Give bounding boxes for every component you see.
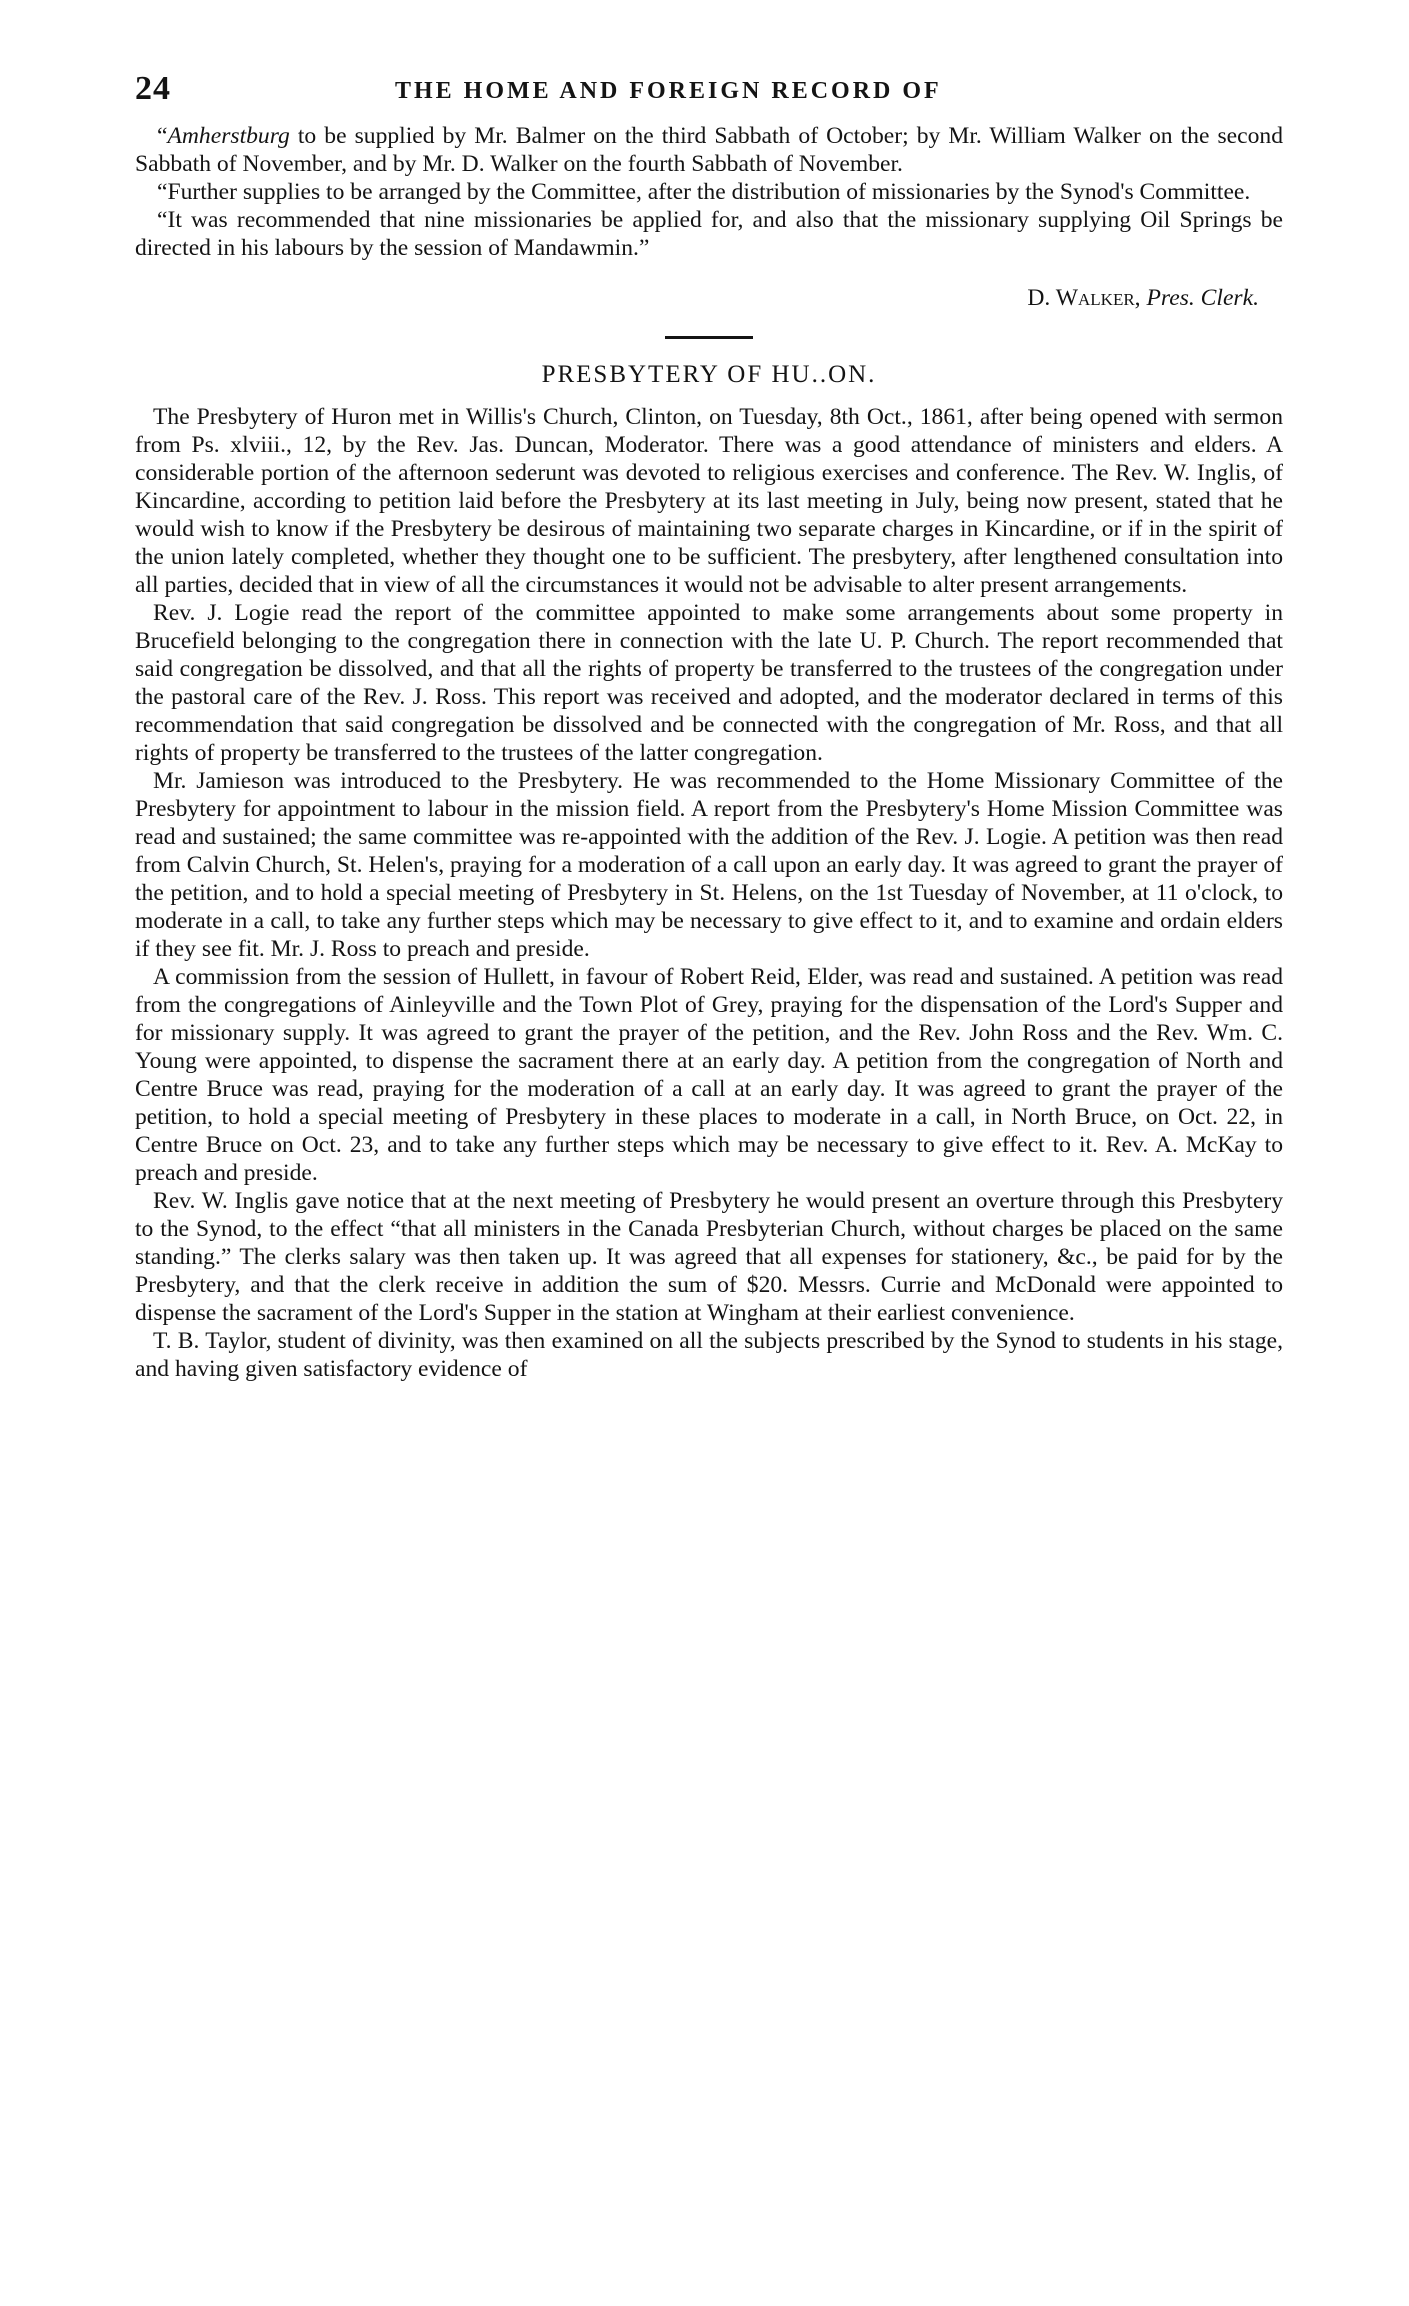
section-heading: PRESBYTERY OF HU..ON. bbox=[541, 361, 877, 388]
body-paragraph: The Presbytery of Huron met in Willis's Church, Clinton, on Tuesday, 8th Oct., 1861, after being opened with sermon from Ps. xlviii., 12, by the Rev. Jas. Duncan, Moderator. There was a good attendance of ministers and elders. A considerable portion of the afternoon sederunt was devoted to religious exercises and conference. The Rev. W. Inglis, of Kincardine, according to petition laid before the Presbytery at its last meeting in July, being now present, stated that he would wish to know if the Presbytery be desirous of maintaining two separate charges in Kincardine, or if in the spirit of the union lately completed, whether they thought one to be sufficient. The presbytery, after lengthened consultation into all parties, decided that in view of all the circumstances it would not be advisable to alter present arrangements. bbox=[135, 404, 1283, 598]
signature-name: D. Walker, bbox=[1027, 285, 1141, 311]
journal-title: THE HOME AND FOREIGN RECORD OF bbox=[395, 78, 942, 104]
section-body bbox=[135, 403, 1283, 1383]
section-divider bbox=[665, 336, 753, 339]
signature-title: Pres. Clerk. bbox=[1146, 285, 1259, 311]
body-paragraph: Rev. J. Logie read the report of the committee appointed to make some arrangements about some property in Brucefield belonging to the congregation there in connection with the late U. P. Church. The report recommended that said congregation be dissolved, and that all the rights of property be transferred to the trustees of the congregation under the pastoral care of the Rev. J. Ross. This report was received and adopted, and the moderator declared in terms of this recommendation that said congregation be dissolved and be connected with the congregation of Mr. Ross, and that all rights of property be transferred to the trustees of the latter congregation. bbox=[135, 600, 1283, 766]
signature bbox=[135, 284, 1259, 312]
quote-paragraph: “Further supplies to be arranged by the Committee, after the distribution of missionaries by the Synod's Committee. bbox=[157, 179, 1251, 205]
quoted-minutes bbox=[135, 122, 1283, 262]
quote-place-name: Amherstburg bbox=[167, 123, 290, 149]
body-paragraph: A commission from the session of Hullett, in favour of Robert Reid, Elder, was read and sustained. A petition was read from the congregations of Ainleyville and the Town Plot of Grey, praying for the dispensation of the Lord's Supper and for missionary supply. It was agreed to grant the prayer of the petition, and the Rev. John Ross and the Rev. Wm. C. Young were appointed, to dispense the sacrament there at an early day. A petition from the congregation of North and Centre Bruce was read, praying for the moderation of a call at an early day. It was agreed to grant the prayer of the petition, to hold a special meeting of Presbytery in these places to moderate in a call, in North Bruce, on Oct. 22, in Centre Bruce on Oct. 23, and to take any further steps which may be necessary to give effect to it. Rev. A. McKay to preach and preside. bbox=[135, 964, 1283, 1186]
body-paragraph: Mr. Jamieson was introduced to the Presbytery. He was recommended to the Home Missionary Committee of the Presbytery for appointment to labour in the mission field. A report from the Presbytery's Home Mission Committee was read and sustained; the same committee was re-appointed with the addition of the Rev. J. Logie. A petition was then read from Calvin Church, St. Helen's, praying for a moderation of a call upon an early day. It was agreed to grant the prayer of the petition, and to hold a special meeting of Presbytery in St. Helens, on the 1st Tuesday of November, at 11 o'clock, to moderate in a call, to take any further steps which may be necessary to give effect to it, and to examine and ordain elders if they see fit. Mr. J. Ross to preach and preside. bbox=[135, 768, 1283, 962]
quote-paragraph: “It was recommended that nine missionaries be applied for, and also that the missionary supplying Oil Springs be directed in his labours by the session of Mandawmin.” bbox=[135, 207, 1283, 261]
running-head bbox=[135, 70, 1283, 122]
page bbox=[135, 70, 1283, 1383]
quote-paragraph-text: to be supplied by Mr. Balmer on the third Sabbath of October; by Mr. William Walker on the second Sabbath of November, and by Mr. D. Walker on the fourth Sabbath of November. bbox=[135, 123, 1283, 177]
body-paragraph: Rev. W. Inglis gave notice that at the next meeting of Presbytery he would present an overture through this Presbytery to the Synod, to the effect “that all ministers in the Canada Presbyterian Church, without charges be placed on the same standing.” The clerks salary was then taken up. It was agreed that all expenses for stationery, &c., be paid for by the Presbytery, and that the clerk receive in addition the sum of $20. Messrs. Currie and McDonald were appointed to dispense the sacrament of the Lord's Supper in the station at Wingham at their earliest convenience. bbox=[135, 1188, 1283, 1326]
page-number: 24 bbox=[135, 70, 171, 107]
quote-paragraph: “Amherstburg to be supplied by Mr. Balmer on the third Sabbath of October; by Mr. William Walker on the second Sabbath of November, and by Mr. D. Walker on the fourth Sabbath of November. bbox=[135, 123, 1283, 177]
body-paragraph: T. B. Taylor, student of divinity, was then examined on all the subjects prescribed by the Synod to students in his stage, and having given satisfactory evidence of bbox=[135, 1328, 1283, 1382]
